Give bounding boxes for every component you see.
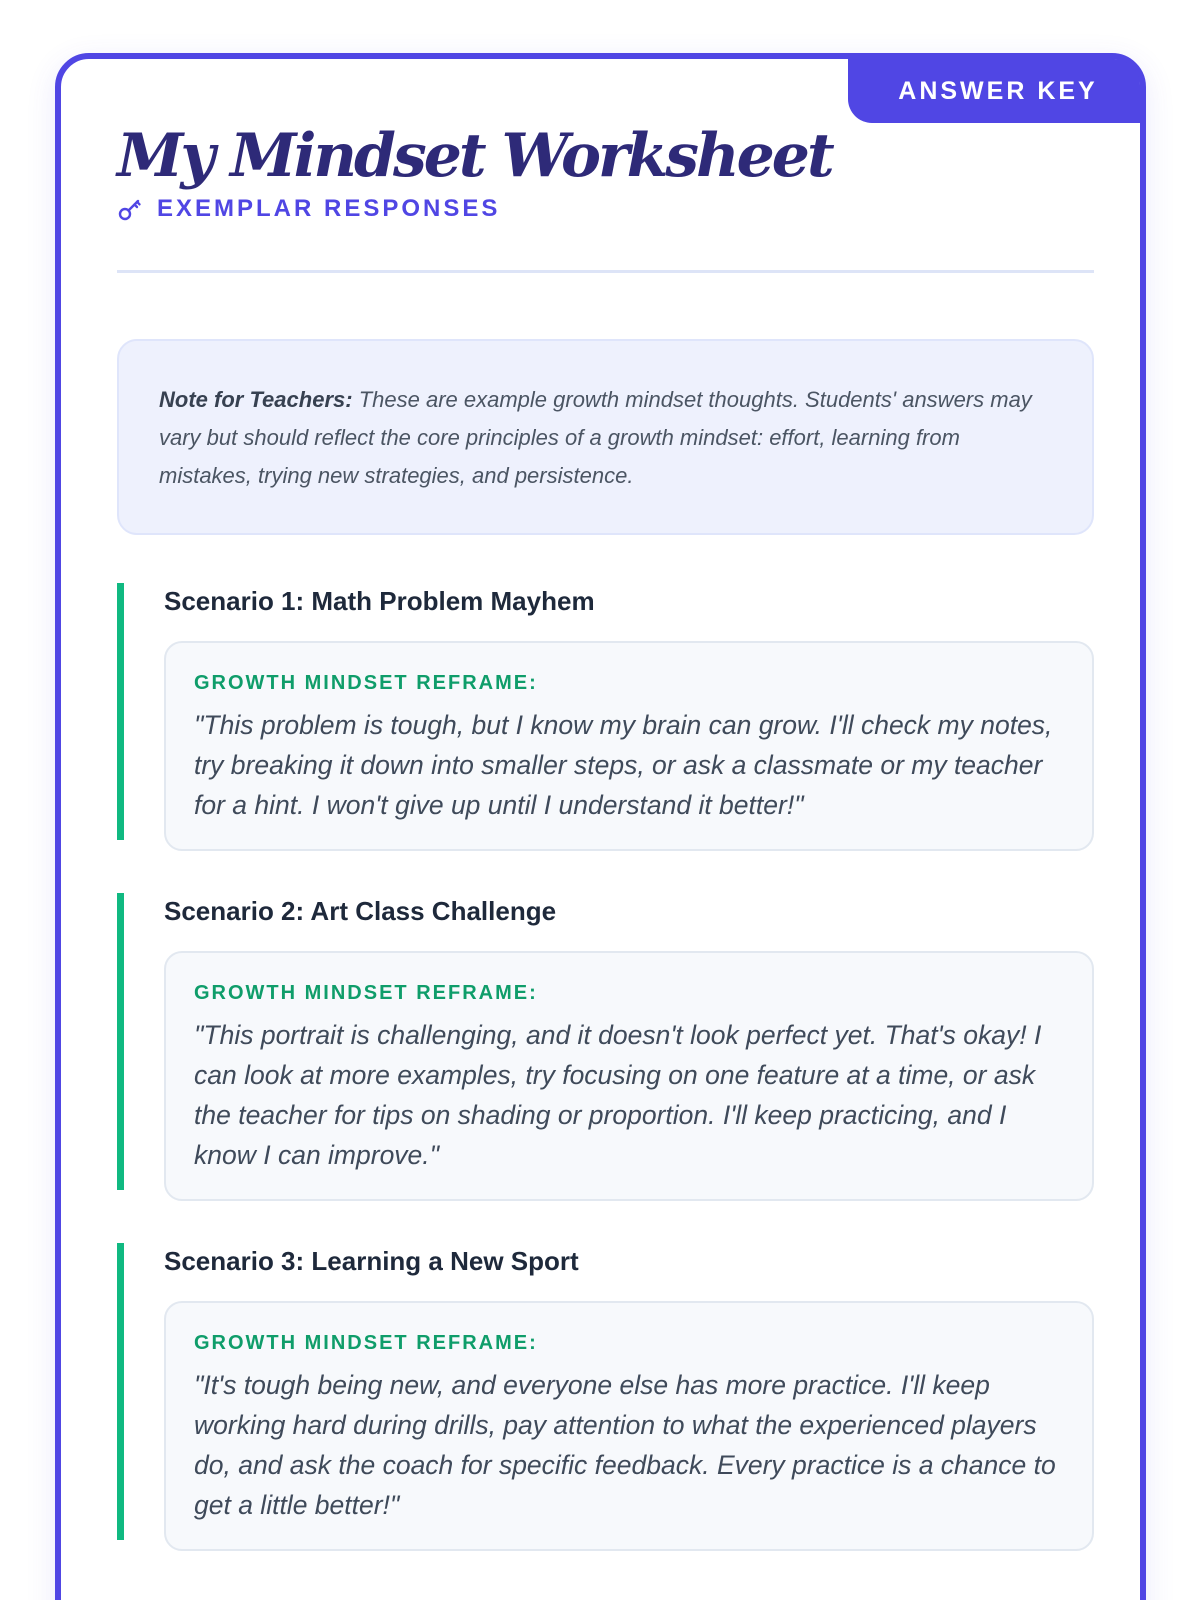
scenario-2 — [117, 893, 1094, 1190]
header-divider — [117, 270, 1094, 273]
subtitle — [117, 195, 500, 223]
scenario-1 — [117, 583, 1094, 840]
reframe-label: GROWTH MINDSET REFRAME: — [194, 1332, 538, 1354]
reframe-response: "This portrait is challenging, and it doesn't look perfect yet. That's okay! I can look at more examples, try focusing on one feature at a time, or ask the teacher for tips on shading or proportion. I'll keep practicing, and I know I can improve." — [194, 1020, 1042, 1170]
reframe-box — [164, 1301, 1094, 1551]
reframe-box — [164, 641, 1094, 851]
teacher-note-label: Note for Teachers: — [159, 387, 353, 412]
reframe-label: GROWTH MINDSET REFRAME: — [194, 982, 538, 1004]
reframe-label: GROWTH MINDSET REFRAME: — [194, 672, 538, 694]
answer-key-badge: ANSWER KEY — [848, 59, 1140, 123]
reframe-response: "It's tough being new, and everyone else has more practice. I'll keep working hard during drills, pay attention to what the experienced players do, and ask the coach for specific feedback. Every practice is a chance to get a little better!" — [194, 1370, 1056, 1520]
scenario-title: Scenario 1: Math Problem Mayhem — [164, 586, 595, 616]
scenario-title: Scenario 3: Learning a New Sport — [164, 1246, 579, 1276]
reframe-response: "This problem is tough, but I know my brain can grow. I'll check my notes, try breaking it down into smaller steps, or ask a classmate or my teacher for a hint. I won't give up until I understand it better!" — [194, 710, 1053, 820]
teacher-note-text: These are example growth mindset thoughts. Students' answers may vary but should reflect the core principles of a growth mindset: effort, learning from mistakes, trying new strategies, and persistence. — [159, 387, 1032, 488]
subtitle-text: EXEMPLAR RESPONSES — [157, 195, 501, 222]
key-icon — [117, 196, 143, 222]
scenario-title: Scenario 2: Art Class Challenge — [164, 896, 557, 926]
teacher-note — [117, 339, 1094, 535]
reframe-box — [164, 951, 1094, 1201]
scenario-3 — [117, 1243, 1094, 1540]
page-title: My Mindset Worksheet — [117, 121, 832, 191]
worksheet-card — [55, 53, 1146, 1600]
